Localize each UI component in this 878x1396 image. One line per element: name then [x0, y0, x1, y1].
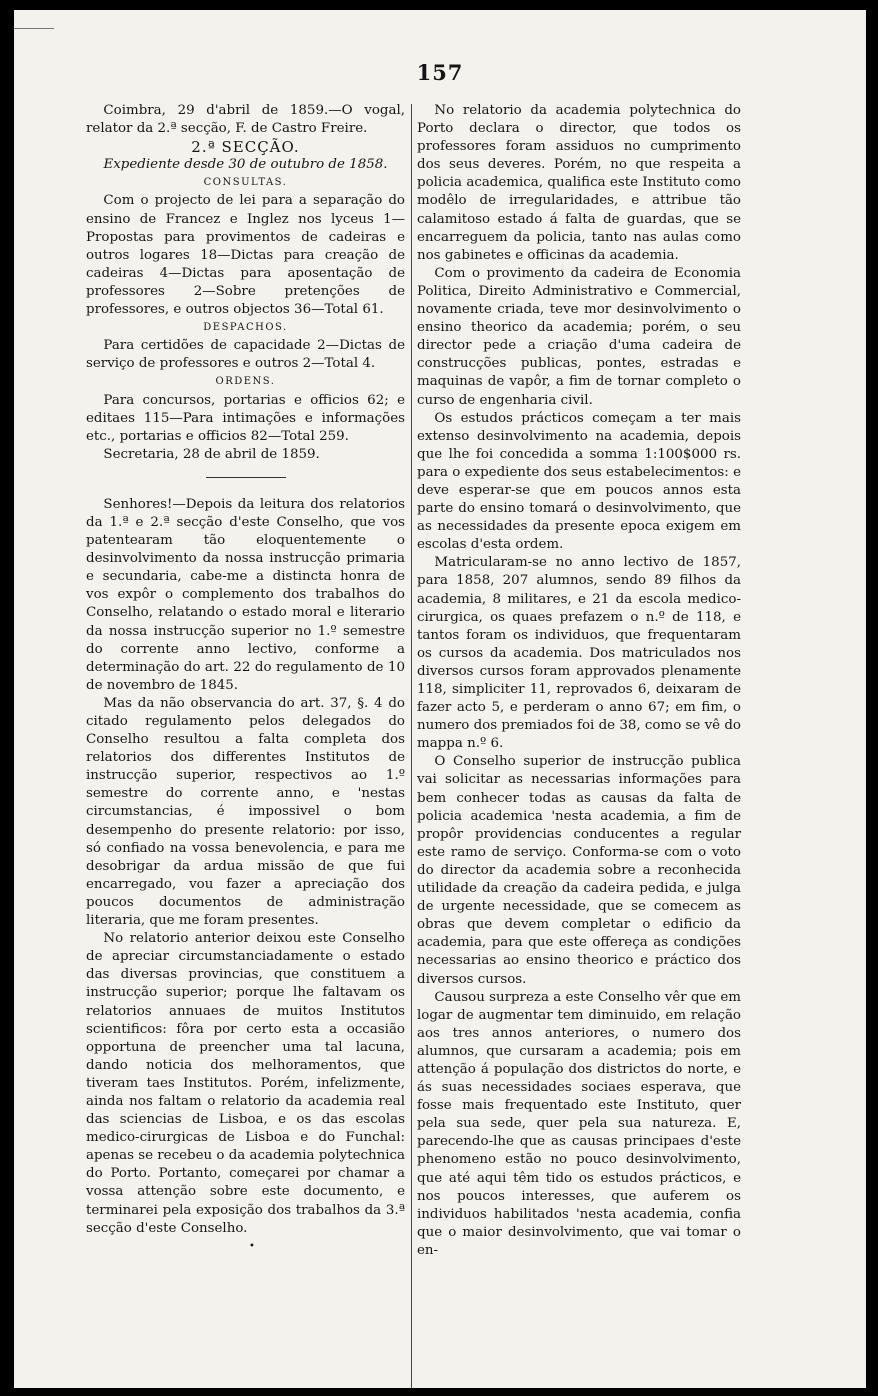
body-paragraph-1: Senhores!—Depois da leitura dos relatorios da 1.ª e 2.ª secção d'este Conselho, que vos patentearam tão eloquentemente o desinvolvimento da nossa instrucção primaria e secundaria, cabe-me a distincta honra de vos expôr o complemento dos trabalhos do Conselho, relatando o estado moral e literario da nossa instrucção superior no 1.º semestre do corrente anno lectivo, conforme a determinação do art. 22 do regulamento de 10 de novembro de 1845.	[86, 496, 405, 693]
consultas-heading: CONSULTAS.	[203, 177, 288, 189]
bottom-mark: •	[249, 1240, 255, 1252]
expediente-line: Expediente desde 30 de outubro de 1858.	[103, 157, 388, 173]
section-heading: 2.ª SECÇÃO.	[191, 138, 300, 157]
document-page	[14, 10, 866, 1388]
despachos-heading: DESPACHOS.	[203, 322, 288, 334]
right-paragraph-4: Matricularam-se no anno lectivo de 1857, para 1858, 207 alumnos, sendo 89 filhos da academia, 8 militares, e 21 da escola medico-cirurgica, os quaes prefazem o n.º de 118, e tantos foram os individuos, que frequentaram os cursos da academia. Dos matriculados nos diversos cursos foram approvados plenamente 118, simpliciter 11, reprovados 6, deixaram de fazer acto 5, e perderam o anno 67; em fim, o numero dos premiados foi de 38, como se vê do mappa n.º 6.	[417, 555, 741, 752]
despachos-text: Para certidões de capacidade 2—Dictas de serviço de professores e outros 2—Total 4.	[86, 338, 405, 372]
section-rule	[206, 477, 286, 478]
right-paragraph-6: Causou surpreza a este Conselho vêr que em logar de augmentar tem diminuido, em relação aos tres annos anteriores, o numero dos alumnos, que cursaram a academia; pois em attenção á população dos districtos do norte, e ás suas necessidades sociaes esperava, que fosse mais frequentado este Instituto, quer pela sua sede, quer pela sua natureza. E, parecendo-lhe que as causas principaes d'este phenomeno estão no pouco desinvolvimento, que até aqui têm tido os estudos prácticos, e nos poucos interesses, que auferem os individuos habilitados 'nesta academia, confia que o maior desinvolvimento, que vai tomar o en-	[417, 989, 741, 1258]
page-number: 157	[416, 60, 464, 85]
column-divider	[411, 104, 412, 1388]
right-paragraph-1: No relatorio da academia polytechnica do Porto declara o director, que todos os professores foram assiduos no cumprimento dos seus deveres. Porém, no que respeita a policia academica, qualifica este Instituto como modêlo de irregularidades, e attribue tão calamitoso estado á falta de guardas, que se encarreguem da policia, tanto nas aulas como nos gabinetes e officinas da academia.	[417, 103, 741, 263]
consultas-text: Com o projecto de lei para a separação do ensino de Francez e Inglez nos lyceus 1—Propostas para provimentos de cadeiras e outros logares 18—Dictas para creação de cadeiras 4—Dictas para aposentação de professores 2—Sobre pretenções de professores, e outros objectos 36—Total 61.	[86, 193, 405, 318]
ordens-heading: ORDENS.	[215, 376, 276, 388]
right-paragraph-3: Os estudos prácticos começam a ter mais extenso desinvolvimento na academia, depois que lhe foi concedida a somma 1:100$000 rs. para o expediente dos seus estabelecimentos: e deve esperar-se que em poucos annos esta parte do ensino tomará o desinvolvimento, que as necessidades da presente epoca exigem em escolas d'esta ordem.	[417, 410, 741, 553]
right-paragraph-5: O Conselho superior de instrucção publica vai solicitar as necessarias informações para bem conhecer todas as causas da falta de policia academica 'nesta academia, a fim de propôr providencias conducentes a regular este ramo de serviço. Conforma-se com o voto do director da academia sobre a reconhecida utilidade da creação da cadeira pedida, e julga de urgente necessidade, que se comecem as obras que devem completar o edificio da academia, para que este offereça as condições necessarias ao ensino theorico e práctico dos diversos cursos.	[417, 754, 741, 987]
body-paragraph-3: No relatorio anterior deixou este Conselho de apreciar circumstanciadamente o estado das diversas provincias, que constituem a instrucção superior; porque lhe faltavam os relatorios annuaes de muitos Institutos scientificos: fôra por certo esta a occasião opportuna de preencher uma tal lacuna, dando noticia dos melhoramentos, que tiveram taes Institutos. Porém, infelizmente, ainda nos faltam o relatorio da academia real das sciencias de Lisboa, e os das escolas medico-cirurgicas de Lisboa e do Funchal: apenas se recebeu o da academia polytechnica do Porto. Portanto, começarei por chamar a vossa attenção sobre este documento, e terminarei pela exposição dos trabalhos da 3.ª secção d'este Conselho.	[86, 931, 406, 1236]
left-column	[86, 102, 405, 1256]
right-column	[417, 102, 741, 1260]
ordens-text: Para concursos, portarias e officios 62; e editaes 115—Para intimações e informações etc., portarias e officios 82—Total 259.	[86, 392, 405, 444]
edge-mark	[14, 28, 54, 29]
opening-paragraph: Coimbra, 29 d'abril de 1859.—O vogal, relator da 2.ª secção, F. de Castro Freire.	[86, 103, 405, 137]
body-paragraph-2: Mas da não observancia do art. 37, §. 4 do citado regulamento pelos delegados do Conselho resultou a falta completa dos relatorios dos differentes Institutos de instrucção superior, respectivos ao 1.º semestre do corrente anno, e 'nestas circumstancias, é impossivel o bom desempenho do presente relatorio: por isso, só confiado na vossa benevolencia, e para me desobrigar da ardua missão de que fui encarregado, vou fazer a apreciação dos poucos documentos de administração literaria, que me foram presentes.	[86, 695, 405, 929]
right-paragraph-2: Com o provimento da cadeira de Economia Politica, Direito Administrativo e Commercial, novamente criada, teve mor desinvolvimento o ensino theorico da academia; porém, o seu director pede a criação d'uma cadeira de construcções publicas, pontes, estradas e maquinas de vapôr, a fim de tornar completo o curso de engenharia civil.	[417, 265, 741, 408]
secretaria-line: Secretaria, 28 de abril de 1859.	[103, 446, 320, 462]
